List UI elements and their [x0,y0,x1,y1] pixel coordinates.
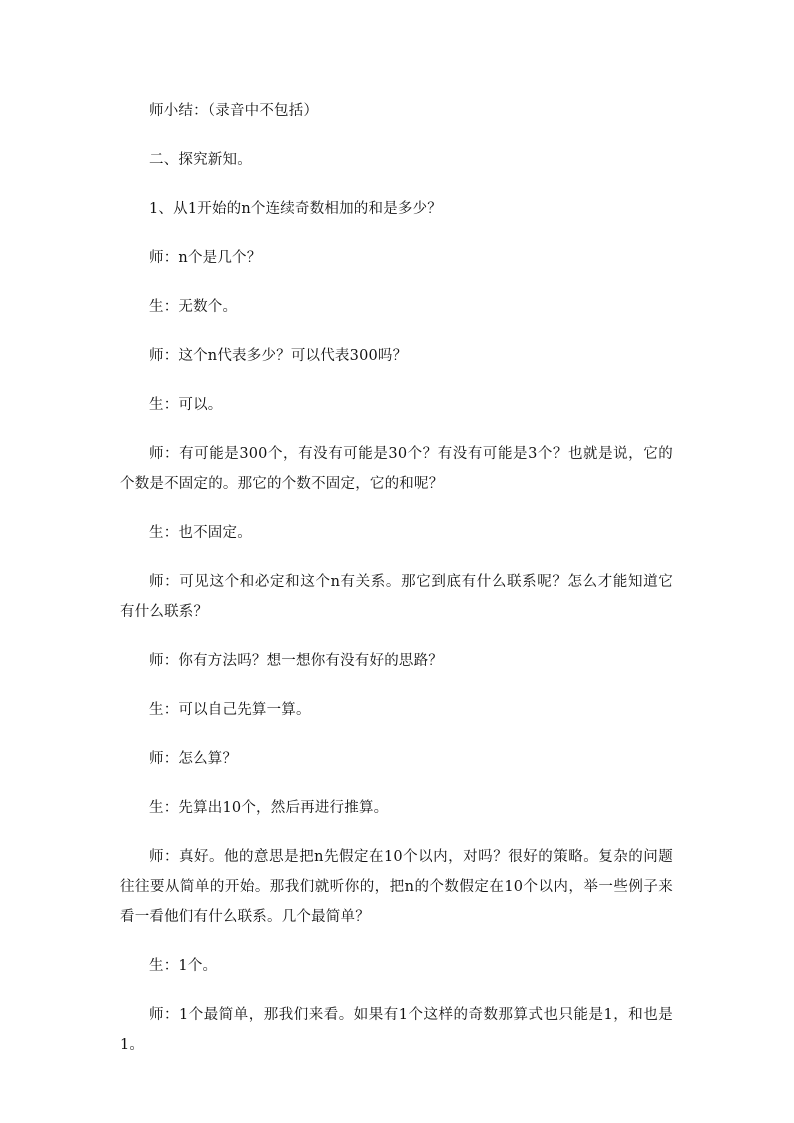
paragraph-dialogue: 师：真好。他的意思是把n先假定在10个以内，对吗？很好的策略。复杂的问题往往要从简单的开始。那我们就听你的，把n的个数假定在10个以内，举一些例子来看一看他们有什么联系。几个最简单？ [120,849,673,925]
paragraph-dialogue: 师：n个是几个？ [149,250,262,266]
paragraph-dialogue: 生：可以自己先算一算。 [149,702,311,718]
document-body [120,96,673,1079]
paragraph-dialogue: 师：怎么算？ [149,751,238,767]
paragraph-dialogue: 生：也不固定。 [149,525,252,541]
paragraph-question: 1、从1开始的n个连续奇数相加的和是多少？ [149,201,442,217]
paragraph-dialogue: 师：有可能是300个，有没有可能是30个？有没有可能是3个？也就是说，它的个数是不固定的。那它的个数不固定，它的和呢？ [120,446,673,492]
paragraph-dialogue: 生：可以。 [149,397,223,413]
paragraph-dialogue: 生：1个。 [149,958,218,974]
paragraph-dialogue: 生：先算出10个，然后再进行推算。 [149,800,389,816]
paragraph-dialogue: 师：可见这个和必定和这个n有关系。那它到底有什么联系呢？怎么才能知道它有什么联系？ [120,574,673,620]
paragraph-dialogue: 师：1个最简单，那我们来看。如果有1个这样的奇数那算式也只能是1，和也是1。 [120,1007,673,1053]
paragraph-teacher-summary: 师小结：（录音中不包括） [149,103,319,119]
paragraph-dialogue: 生：无数个。 [149,299,238,315]
paragraph-dialogue: 师：这个n代表多少？可以代表300吗？ [149,348,408,364]
paragraph-dialogue: 师：你有方法吗？想一想你有没有好的思路？ [149,653,443,669]
paragraph-section-heading: 二、探究新知。 [149,152,252,168]
